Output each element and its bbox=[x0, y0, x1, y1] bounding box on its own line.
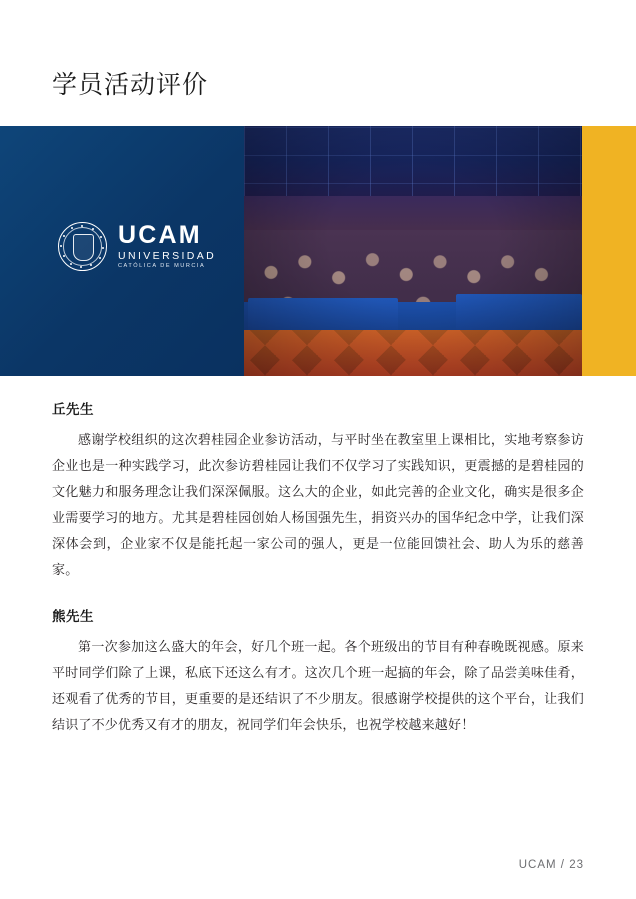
wordmark-sub: UNIVERSIDAD bbox=[118, 249, 217, 262]
page-footer: UCAM / 23 bbox=[518, 859, 584, 871]
testimonials-section bbox=[52, 398, 584, 760]
photo-vignette bbox=[244, 126, 582, 376]
wordmark-main: UCAM bbox=[118, 220, 202, 249]
crest-decoration bbox=[59, 223, 106, 270]
accent-bar bbox=[582, 126, 636, 376]
page-title: 学员活动评价 bbox=[52, 71, 209, 99]
ucam-wordmark bbox=[118, 220, 217, 270]
logo-panel bbox=[0, 126, 244, 376]
ucam-crest-icon bbox=[58, 222, 107, 271]
ucam-logo bbox=[58, 222, 216, 271]
speaker-name: 熊先生 bbox=[52, 609, 94, 624]
wordmark-subtitle: CATÓLICA DE MURCIA bbox=[118, 263, 206, 270]
testimonial-block bbox=[52, 398, 584, 583]
testimonial-text: 感谢学校组织的这次碧桂园企业参访活动，与平时坐在教室里上课相比，实地考察参访企业也是一种实践学习，此次参访碧桂园让我们不仅学习了实践知识，更震撼的是碧桂园的文化魅力和服务理念让我们深深佩服。这么大的企业，如此完善的企业文化，确实是很多企业需要学习的地方。尤其是碧桂园创始人杨国强先生，捐资兴办的国华纪念中学，让我们深深体会到，企业家不仅是能托起一家公司的强人，更是一位能回馈社会、助人为乐的慈善家。 bbox=[52, 432, 584, 577]
event-photo bbox=[244, 126, 582, 376]
hero-band bbox=[0, 126, 636, 376]
testimonial-text: 第一次参加这么盛大的年会，好几个班一起。各个班级出的节目有种春晚既视感。原来平时同学们除了上课，私底下还这么有才。这次几个班一起搞的年会，除了品尝美味佳肴，还观看了优秀的节目，更重要的是还结识了不少朋友。很感谢学校提供的这个平台，让我们结识了不少优秀又有才的朋友，祝同学们年会快乐，也祝学校越来越好！ bbox=[52, 639, 584, 732]
speaker-name: 丘先生 bbox=[52, 402, 94, 417]
testimonial-block bbox=[52, 605, 584, 738]
